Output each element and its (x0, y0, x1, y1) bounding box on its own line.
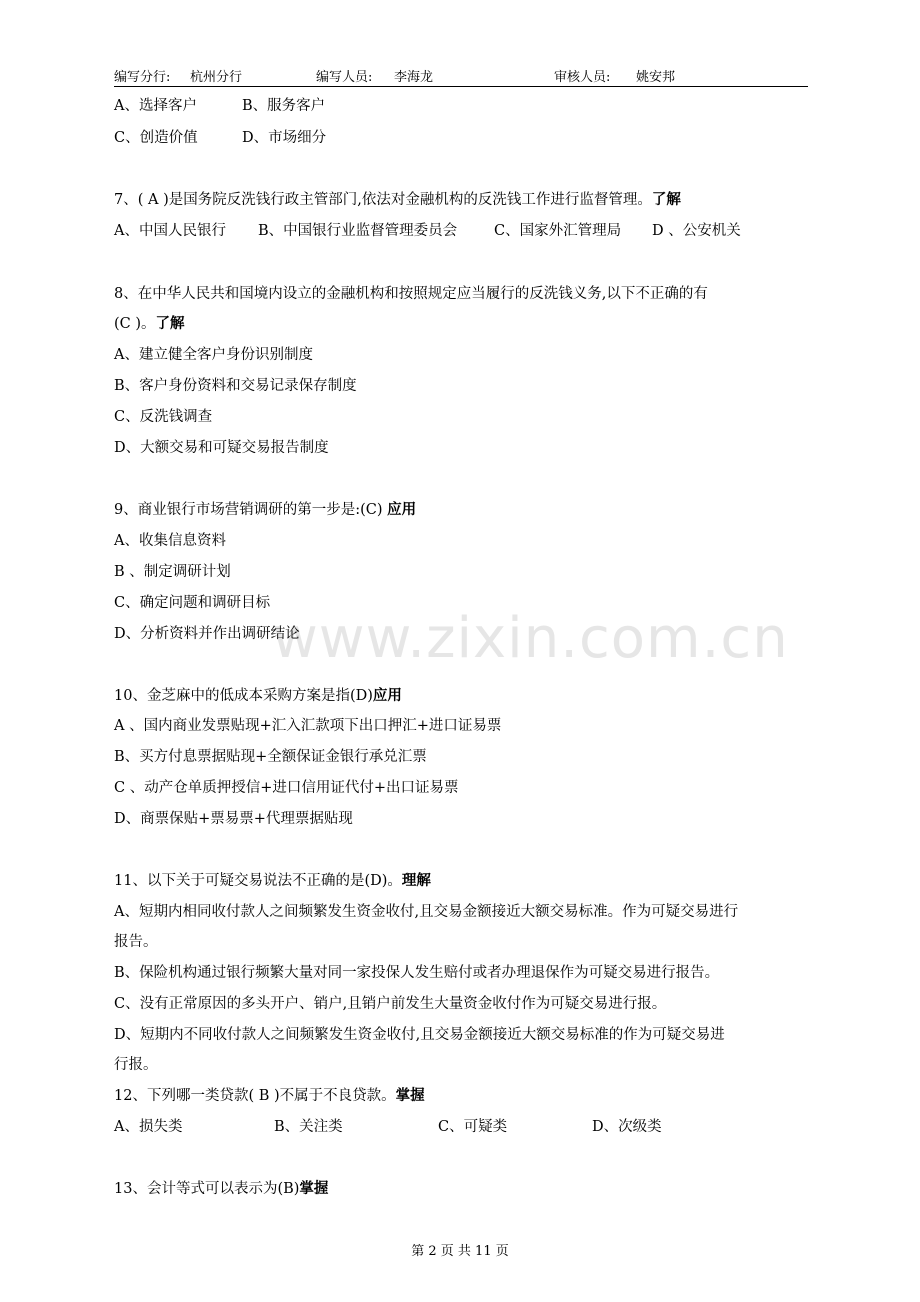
q8-option-a: A、建立健全客户身份识别制度 (114, 347, 313, 363)
author-value: 李海龙 (394, 70, 434, 85)
q8-answer: (C )。 (114, 316, 156, 332)
q11-option-a-line2: 报告。 (114, 934, 158, 950)
q8-question-line2 (114, 314, 185, 334)
q10-tag: 应用 (372, 688, 402, 704)
q11-question (114, 871, 431, 891)
q9-option-d: D、分析资料并作出调研结论 (114, 626, 300, 642)
q8-question-line1: 8、在中华人民共和国境内设立的金融机构和按照规定应当履行的反洗钱义务,以下不正确的有 (114, 286, 708, 302)
q10-question (114, 686, 402, 706)
q8-option-d: D、大额交易和可疑交易报告制度 (114, 440, 329, 456)
branch-value: 杭州分行 (190, 70, 243, 85)
q13-question (114, 1179, 328, 1199)
author-label: 编写人员: (316, 70, 373, 85)
q7-tag: 了解 (651, 192, 681, 208)
q13-text: 13、会计等式可以表示为(B) (114, 1181, 300, 1197)
watermark: www.zixin.com.cn (272, 606, 789, 671)
q11-option-c: C、没有正常原因的多头开户、销户,且销户前发生大量资金收付作为可疑交易进行报。 (114, 996, 667, 1012)
q9-option-a: A、收集信息资料 (114, 533, 226, 549)
q10-text: 10、金芝麻中的低成本采购方案是指(D) (114, 688, 373, 704)
q12-option-d: D、次级类 (592, 1119, 662, 1135)
q11-tag: 理解 (401, 873, 431, 889)
q7-option-d: D 、公安机关 (652, 223, 741, 239)
q8-option-c: C、反洗钱调查 (114, 409, 213, 425)
branch-label: 编写分行: (114, 70, 171, 85)
q7-option-b: B、中国银行业监督管理委员会 (258, 223, 458, 239)
q9-question (114, 500, 416, 520)
q12-option-c: C、可疑类 (438, 1119, 508, 1135)
q9-text: 9、商业银行市场营销调研的第一步是:(C) (114, 502, 383, 518)
q11-option-a-line1: A、短期内相同收付款人之间频繁发生资金收付,且交易金额接近大额交易标准。作为可疑交易进行 (114, 904, 739, 920)
q7-option-c: C、国家外汇管理局 (494, 223, 622, 239)
q8-option-b: B、客户身份资料和交易记录保存制度 (114, 378, 357, 394)
q8-tag: 了解 (155, 316, 185, 332)
q9-tag: 应用 (387, 502, 417, 518)
q6-option-c: C、创造价值 (114, 130, 198, 146)
q12-text: 12、下列哪一类贷款( B )不属于不良贷款。 (114, 1088, 396, 1104)
page-footer: 第 2 页 共 11 页 (411, 1244, 509, 1259)
q11-option-d-line2: 行报。 (114, 1057, 158, 1073)
q10-option-a: A 、国内商业发票贴现+汇入汇款项下出口押汇+进口证易票 (114, 718, 502, 734)
page-header (114, 64, 808, 87)
q6-option-d: D、市场细分 (242, 130, 327, 146)
q11-text: 11、以下关于可疑交易说法不正确的是(D)。 (114, 873, 402, 889)
q7-question (114, 190, 681, 210)
q10-option-b: B、买方付息票据贴现+全额保证金银行承兑汇票 (114, 749, 427, 765)
reviewer-label: 审核人员: (554, 70, 611, 85)
q12-option-a: A、损失类 (114, 1119, 183, 1135)
q10-option-c: C 、动产仓单质押授信+进口信用证代付+出口证易票 (114, 780, 459, 796)
q11-option-b: B、保险机构通过银行频繁大量对同一家投保人发生赔付或者办理退保作为可疑交易进行报告。 (114, 965, 720, 981)
q12-question (114, 1086, 425, 1106)
q13-tag: 掌握 (299, 1181, 329, 1197)
q11-option-d-line1: D、短期内不同收付款人之间频繁发生资金收付,且交易金额接近大额交易标准的作为可疑交易进 (114, 1027, 725, 1043)
q6-option-a: A、选择客户 (114, 98, 197, 114)
reviewer-value: 姚安邦 (636, 70, 676, 85)
q10-option-d: D、商票保贴+票易票+代理票据贴现 (114, 811, 353, 827)
q9-option-c: C、确定问题和调研目标 (114, 595, 271, 611)
q9-option-b: B 、制定调研计划 (114, 564, 231, 580)
q7-option-a: A、中国人民银行 (114, 223, 226, 239)
q6-option-b: B、服务客户 (242, 98, 326, 114)
q12-option-b: B、关注类 (274, 1119, 343, 1135)
q12-tag: 掌握 (395, 1088, 425, 1104)
q7-text: 7、( A )是国务院反洗钱行政主管部门,依法对金融机构的反洗钱工作进行监督管理。 (114, 192, 652, 208)
